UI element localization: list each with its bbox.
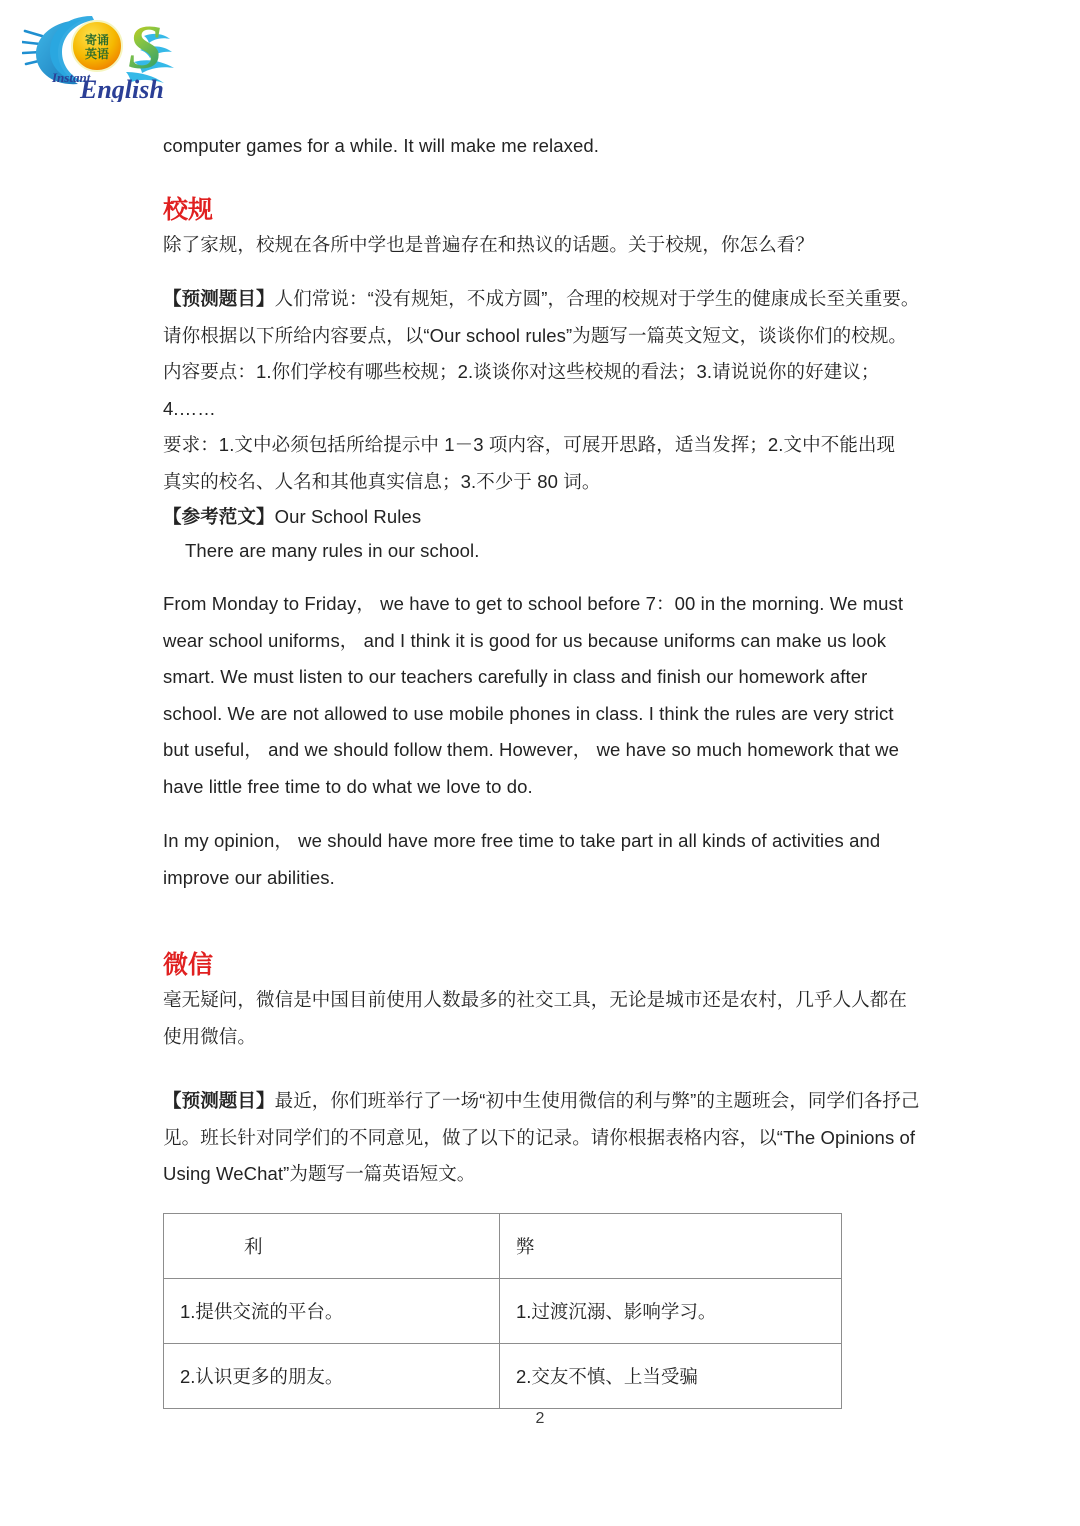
table-cell-pro-1: 1.提供交流的平台。 bbox=[164, 1278, 500, 1343]
logo-badge-text bbox=[85, 32, 109, 61]
school-rules-prompt-line-3: 内容要点：1.你们学校有哪些校规；2.谈谈你对这些校规的看法；3.请说说你的好建议；4.…… bbox=[163, 361, 880, 419]
prompt-tag-label: 【预测题目】 bbox=[163, 1090, 275, 1111]
table-header-cons: 弊 bbox=[500, 1213, 842, 1278]
section-heading-school-rules: 校规 bbox=[163, 195, 214, 224]
sample-tag-label: 【参考范文】 bbox=[163, 506, 275, 527]
table-row bbox=[164, 1343, 842, 1408]
svg-text:寄诵: 寄诵 bbox=[84, 33, 110, 47]
table-header-pros: 利 bbox=[164, 1213, 500, 1278]
prompt-line-text: 人们常说：“没有规矩，不成方圆”，合理的校规对于学生的健康成长至关重要。 bbox=[274, 288, 920, 309]
table-header-row bbox=[164, 1213, 842, 1278]
school-rules-prompt-line-2: 请你根据以下所给内容要点，以“Our school rules”为题写一篇英文短文，谈谈你们的校规。 bbox=[163, 324, 908, 346]
wechat-prompt-text: 最近，你们班举行了一场“初中生使用微信的利与弊”的主题班会，同学们各抒己见。班长针对同学们的不同意见，做了以下的记录。请你根据表格内容，以“The Opinions of Using WeChat”为题写一篇英语短文。 bbox=[163, 1090, 920, 1184]
table-row bbox=[164, 1278, 842, 1343]
sample-essay-body: From Monday to Friday， we have to get to school before 7：00 in the morning. We must wear school uniforms， and I think it is good for us because uniforms can make us look smart. We must listen to our teachers carefully in class and finish our homework after school. We are not allowed to use mobile phones in class. I think the rules are very strict but useful， and we should follow them. However， we have so much homework that we have little free time to do what we love to do. bbox=[163, 593, 904, 797]
spacer bbox=[163, 896, 923, 948]
carryover-line: computer games for a while. It will make me relaxed. bbox=[163, 135, 600, 156]
school-rules-intro: 除了家规，校规在各所中学也是普遍存在和热议的话题。关于校规，你怎么看？ bbox=[163, 233, 815, 255]
section-heading-wechat: 微信 bbox=[163, 951, 214, 979]
wechat-prompt bbox=[163, 1083, 923, 1193]
sample-essay-closing: In my opinion， we should have more free time to take part in all kinds of activities and improve our abilities. bbox=[163, 830, 881, 888]
document-body bbox=[163, 128, 923, 1409]
wechat-opinions-table bbox=[163, 1213, 842, 1409]
sample-essay-opening: There are many rules in our school. bbox=[185, 540, 480, 561]
school-rules-prompt-line-4: 要求：1.文中必须包括所给提示中 1－3 项内容，可展开思路，适当发挥；2.文中不能出现 bbox=[163, 434, 896, 455]
spacer bbox=[163, 568, 923, 586]
school-rules-prompt-line-1 bbox=[163, 281, 923, 318]
school-rules-prompt-line-5: 真实的校名、人名和其他真实信息；3.不少于 80 词。 bbox=[163, 470, 601, 492]
logo-s-letter: S bbox=[128, 14, 163, 82]
table-cell-con-1: 1.过渡沉溺、影响学习。 bbox=[500, 1278, 842, 1343]
spacer bbox=[163, 263, 923, 281]
svg-text:英语: 英语 bbox=[84, 47, 110, 61]
sample-essay-title: Our School Rules bbox=[274, 506, 422, 527]
prompt-tag-label: 【预测题目】 bbox=[163, 288, 275, 309]
logo-english-text: English bbox=[80, 75, 164, 102]
wechat-intro: 毫无疑问，微信是中国目前使用人数最多的社交工具，无论是城市还是农村，几乎人人都在使用微信。 bbox=[163, 989, 908, 1047]
spacer bbox=[163, 1055, 923, 1083]
table-cell-con-2: 2.交友不慎、上当受骗 bbox=[500, 1343, 842, 1408]
instant-english-logo bbox=[22, 6, 192, 102]
spacer bbox=[163, 165, 923, 193]
table-cell-pro-2: 2.认识更多的朋友。 bbox=[164, 1343, 500, 1408]
sample-essay-title-line bbox=[163, 500, 923, 534]
spacer bbox=[163, 805, 923, 823]
page-number: 2 bbox=[535, 1410, 545, 1427]
logo-instant-text: Instant bbox=[52, 70, 91, 85]
